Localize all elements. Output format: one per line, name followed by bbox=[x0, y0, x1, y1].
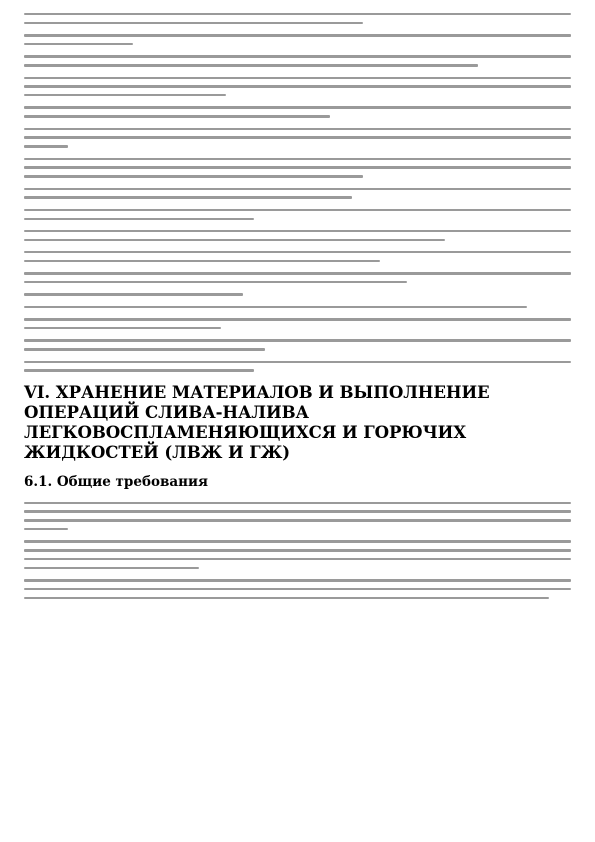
paragraph-placeholder bbox=[24, 540, 571, 569]
paragraph-placeholder bbox=[24, 13, 571, 24]
paragraph-placeholder bbox=[24, 55, 571, 66]
paragraph-placeholder bbox=[24, 502, 571, 531]
paragraph-placeholder bbox=[24, 251, 571, 262]
paragraph-placeholder bbox=[24, 77, 571, 97]
paragraph-placeholder bbox=[24, 318, 571, 329]
paragraph-placeholder bbox=[24, 34, 571, 45]
paragraph-placeholder bbox=[24, 188, 571, 199]
body-text-after-section bbox=[24, 502, 571, 599]
paragraph-placeholder bbox=[24, 306, 571, 308]
paragraph-placeholder bbox=[24, 361, 571, 372]
paragraph-placeholder bbox=[24, 579, 571, 599]
paragraph-placeholder bbox=[24, 230, 571, 241]
paragraph-placeholder bbox=[24, 128, 571, 148]
section-heading: VI. ХРАНЕНИЕ МАТЕРИАЛОВ И ВЫПОЛНЕНИЕ ОПЕРАЦИЙ СЛИВА-НАЛИВА ЛЕГКОВОСПЛАМЕНЯЮЩИХСЯ И ГОРЮЧИХ ЖИДКОСТЕЙ (ЛВЖ И ГЖ) bbox=[24, 381, 490, 462]
paragraph-placeholder bbox=[24, 339, 571, 350]
paragraph-placeholder bbox=[24, 158, 571, 178]
paragraph-placeholder bbox=[24, 106, 571, 117]
paragraph-placeholder bbox=[24, 272, 571, 283]
subsection-heading: 6.1. Общие требования bbox=[24, 473, 208, 490]
paragraph-placeholder bbox=[24, 209, 571, 220]
body-text-before-section bbox=[24, 13, 571, 372]
paragraph-placeholder bbox=[24, 293, 571, 295]
